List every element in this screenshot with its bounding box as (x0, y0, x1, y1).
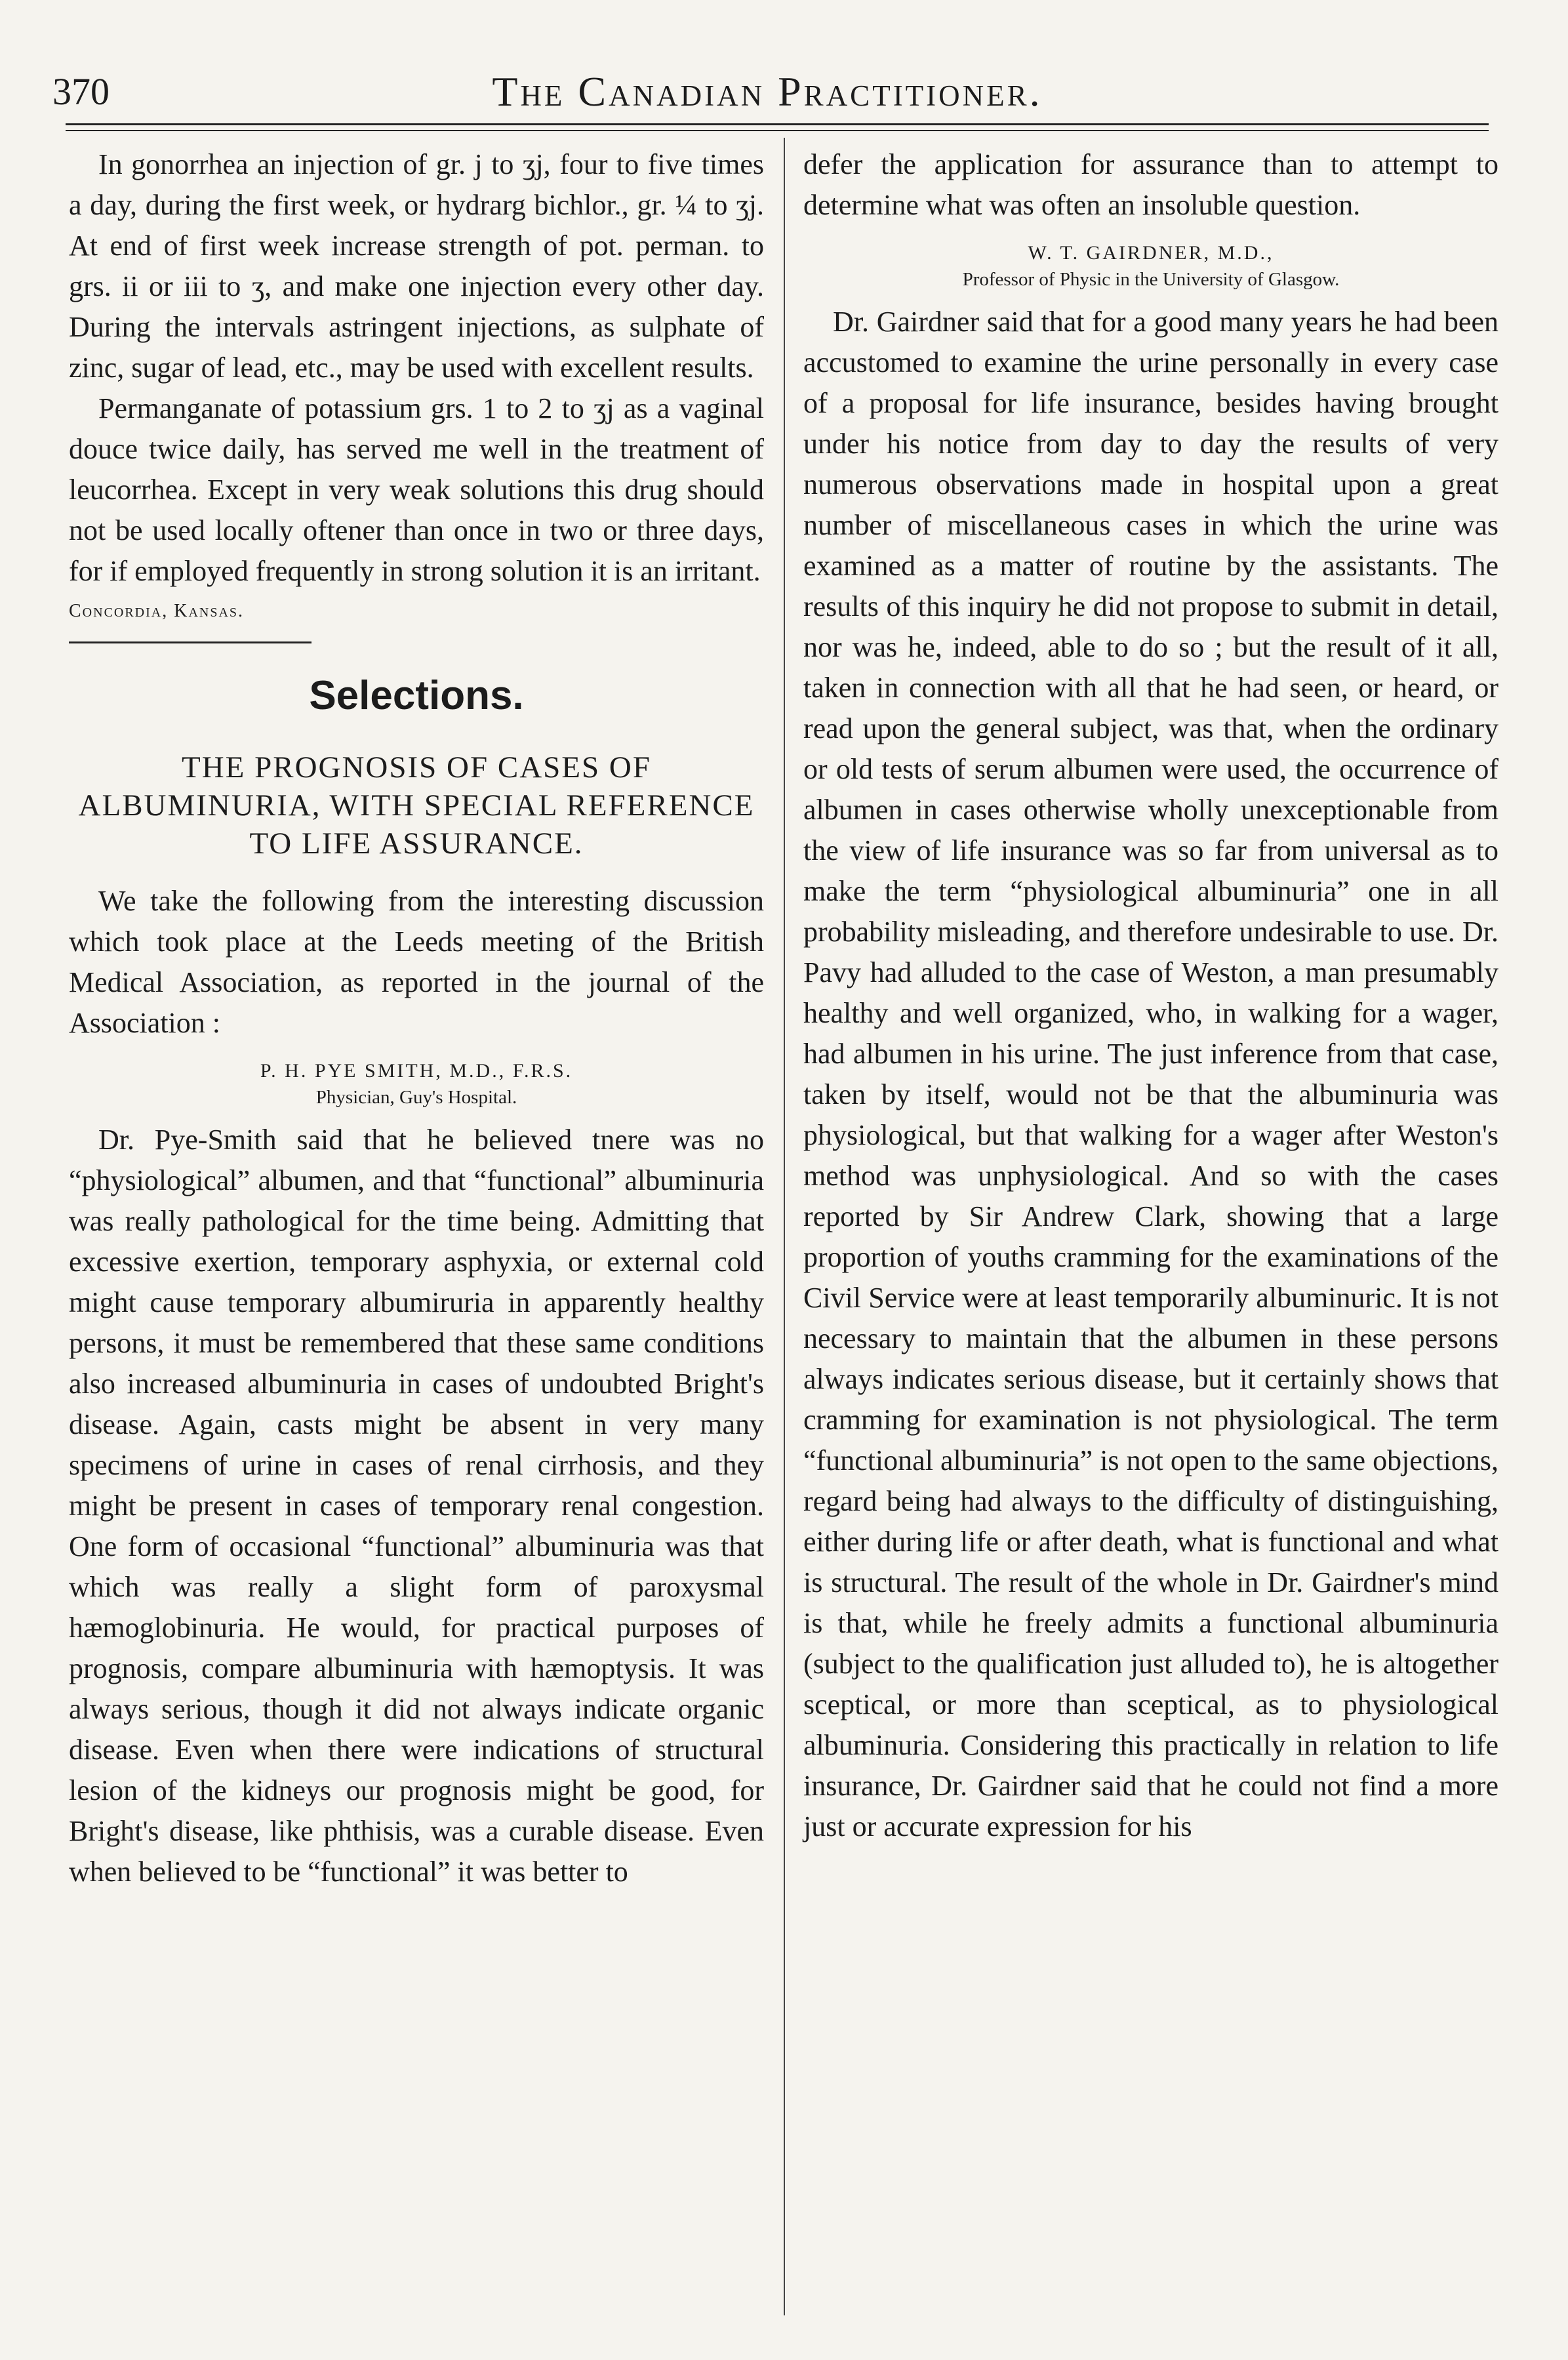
running-title: The Canadian Practitioner. (492, 68, 1043, 115)
page-number: 370 (52, 70, 110, 113)
header-rule (66, 123, 1489, 125)
article-title: THE PROGNOSIS OF CASES OF ALBUMINURIA, WITH SPECIAL REFERENCE TO LIFE ASSURANCE. (78, 750, 755, 861)
author-title-pye-smith: Physician, Guy's Hospital. (315, 1087, 517, 1108)
page-header (52, 66, 1482, 118)
left-column (69, 144, 764, 1892)
header-rule-secondary (66, 130, 1489, 131)
author-title-gairdner: Professor of Physic in the University of Glasgow. (962, 269, 1340, 290)
right-column (803, 144, 1498, 1847)
body-continuation: defer the application for assurance than to attempt to determine what was often an insoluble question. (803, 148, 1498, 221)
author-place: Concordia, Kansas. (69, 601, 245, 621)
author-name-gairdner: W. T. GAIRDNER, M.D., (1028, 242, 1274, 264)
column-divider (784, 138, 785, 2315)
body-gairdner: Dr. Gairdner said that for a good many years he had been accustomed to examine the urine personally in every case of a proposal for life insurance, besides having brought under his notice from day to day the results of very numerous observations made in hospital upon a great number of miscellaneous cases in which the urine was examined as a matter of routine by the assistants. The results of this inquiry he did not propose to submit in detail, nor was he, indeed, able to do so ; but the result of it all, taken in connection with all that he had seen, or heard, or read upon the general subject, was that, when the ordinary or old tests of serum albumen were used, the occurrence of albumen in cases otherwise wholly unexceptionable from the view of life insurance was so far from universal as to make the term “physiological albuminuria” one in all probability misleading, and therefore undesirable to use. Dr. Pavy had alluded to the case of Weston, a man presumably healthy and well organized, who, in walking for a wager, had albumen in his urine. The just inference from that case, taken by itself, would not be that the albuminuria was physiological, but that walking for a wager after Weston's method was unphysiological. And so with the cases reported by Sir Andrew Clark, showing that a large proportion of youths cramming for the examinations of the Civil Service were at least temporarily albuminuric. It is not necessary to maintain that the albumen in these persons always indicates serious disease, but it certainly shows that cramming for examination is not physiological. The term “functional albuminuria” is not open to the same objections, regard being had always to the difficulty of distinguishing, either during life or after death, what is functional and what is structural. The result of the whole in Dr. Gairdner's mind is that, while he freely admits a functional albuminuria (subject to the qualification just alluded to), he is altogether sceptical, or more than sceptical, as to physiological albuminuria. Considering this practically in relation to life insurance, Dr. Gairdner said that he could not find a more just or accurate expression for his (803, 306, 1498, 1842)
paragraph-permanganate: Permanganate of potassium grs. 1 to 2 to ʒj as a vaginal douce twice daily, has served me well in the treatment of leucorrhea. Except in very weak solutions this drug should not be used locally oftener than once in two or three days, for if employed frequently in strong solution it is an irritant. (69, 392, 764, 587)
section-separator (69, 641, 312, 643)
paragraph-gonorrhea: In gonorrhea an injection of gr. j to ʒj, four to five times a day, during the first week, or hydrarg bichlor., gr. ¼ to ʒj. At end of first week increase strength of pot. perman. to grs. ii or iii to ʒ, and make one injection every other day. During the intervals astringent injections, as sulphate of zinc, sugar of lead, etc., may be used with excellent results. (69, 148, 764, 384)
author-name-pye-smith: P. H. PYE SMITH, M.D., F.R.S. (260, 1060, 573, 1082)
body-pye-smith: Dr. Pye-Smith said that he believed tnere was no “physiological” albumen, and that “functional” albuminuria was really pathological for the time being. Admitting that excessive exertion, temporary asphyxia, or external cold might cause temporary albumiruria in apparently healthy persons, it must be remembered that these same conditions also increased albuminuria in cases of undoubted Bright's disease. Again, casts might be absent in very many specimens of urine in cases of renal cirrhosis, and they might be present in cases of temporary renal congestion. One form of occasional “functional” albuminuria was that which was really a slight form of paroxysmal hæmoglobinuria. He would, for practical purposes of prognosis, compare albuminuria with hæmoptysis. It was always serious, though it did not always indicate organic disease. Even when there were indications of structural lesion of the kidneys our prognosis might be good, for Bright's disease, like phthisis, was a curable disease. Even when believed to be “functional” it was better to (69, 1124, 764, 1888)
article-intro: We take the following from the interesting discussion which took place at the Leeds meeting of the British Medical Association, as reported in the journal of the Association : (69, 885, 764, 1039)
section-heading: Selections. (309, 673, 524, 718)
